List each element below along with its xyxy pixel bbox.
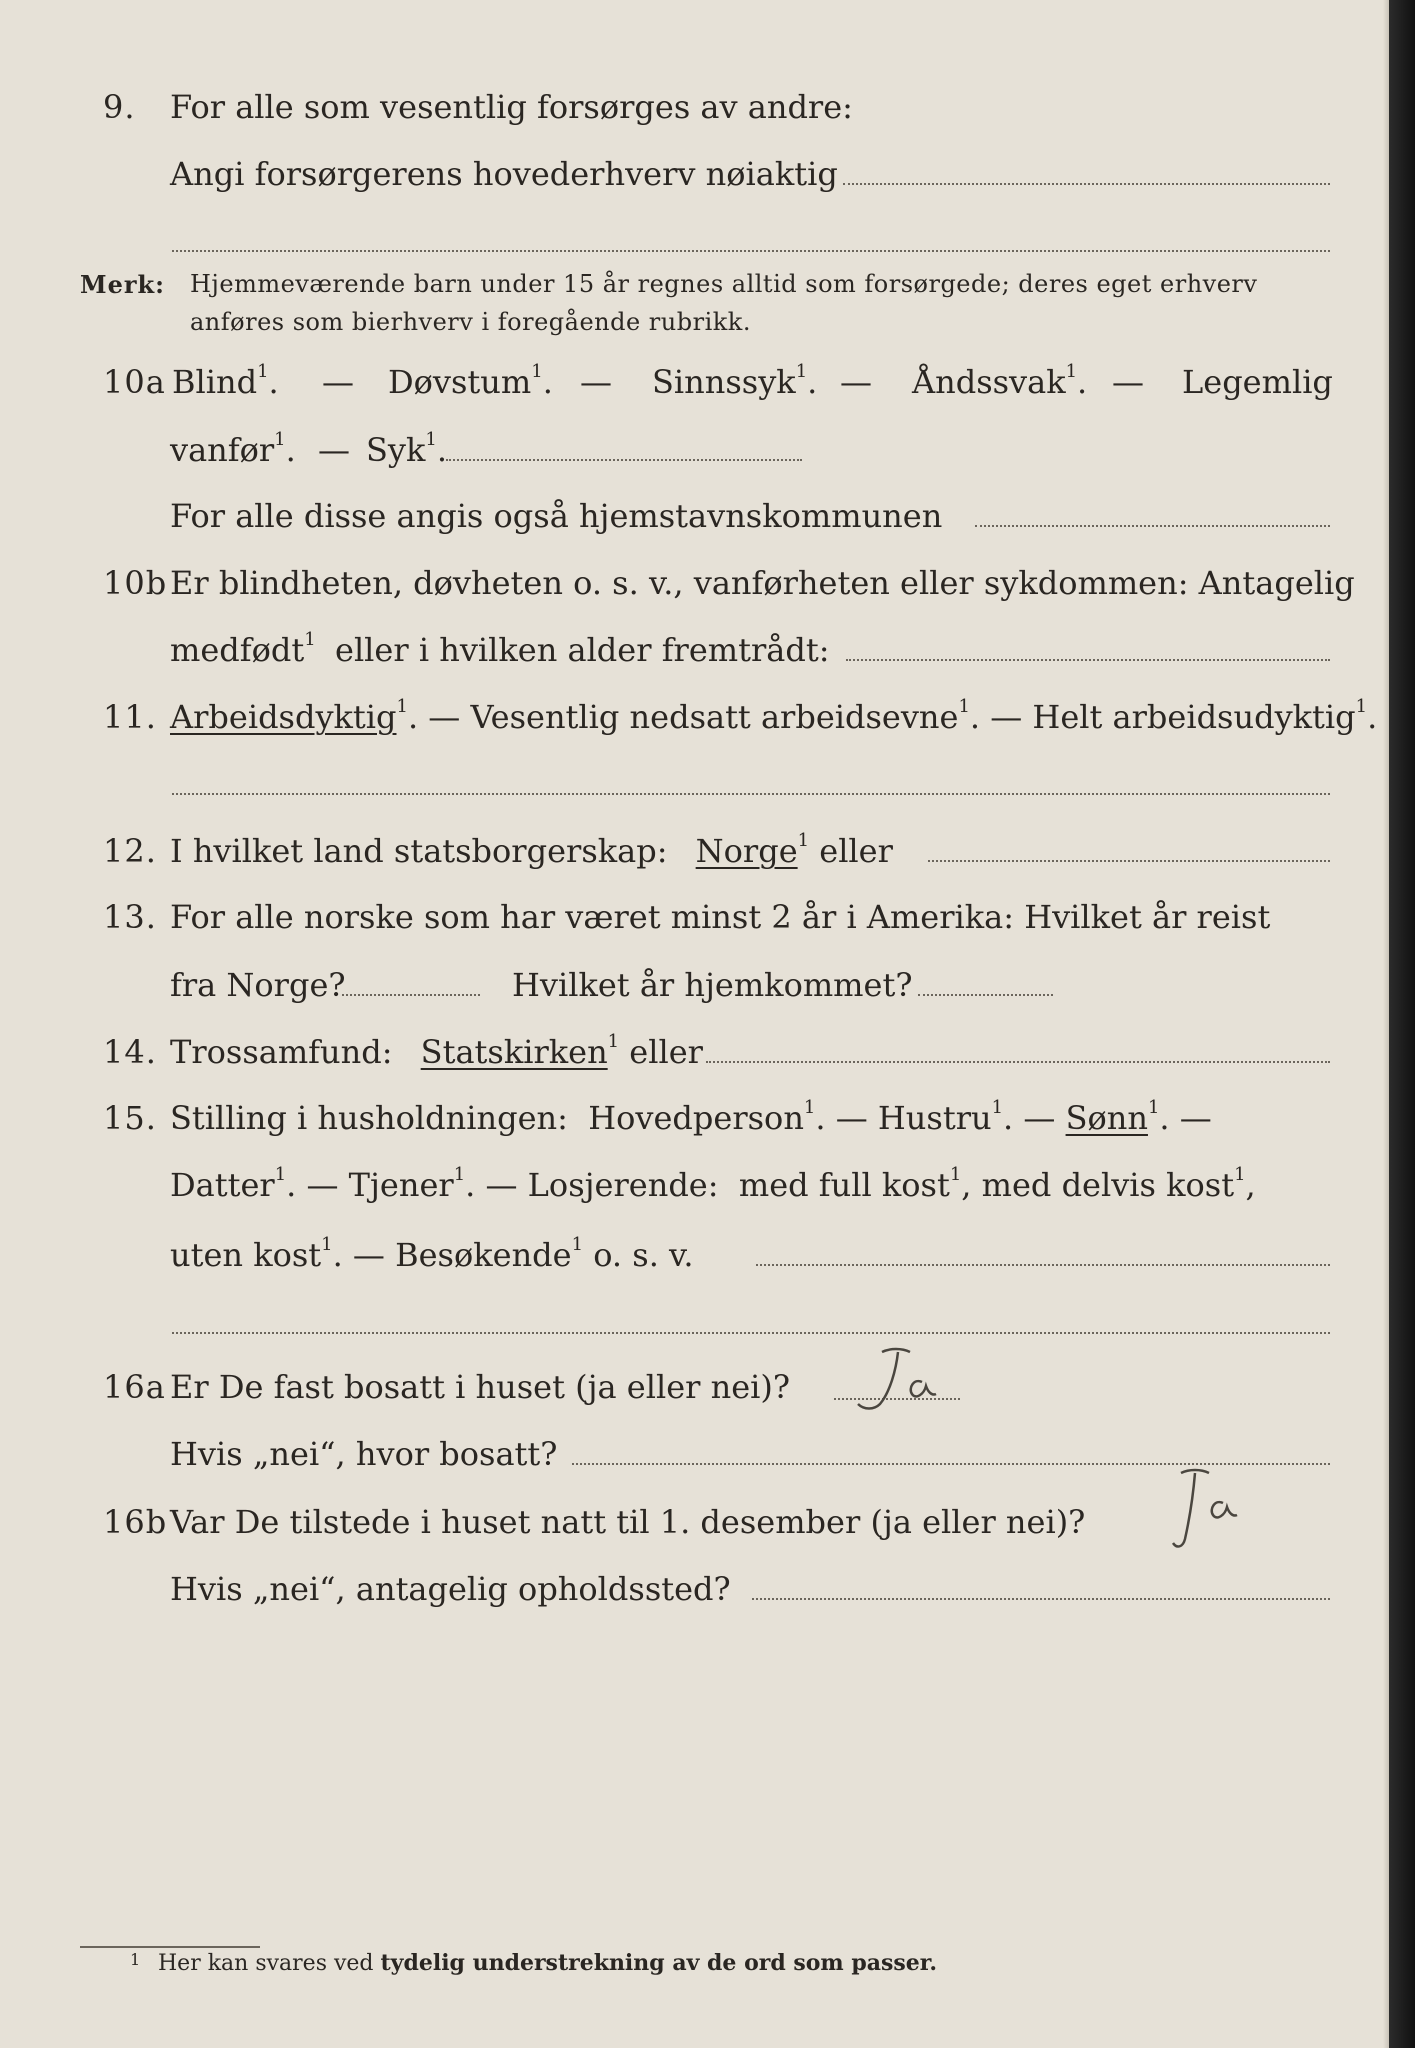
question-number: 16b	[103, 1503, 168, 1541]
question-number: 10b	[103, 564, 168, 602]
answer-line[interactable]	[172, 793, 1330, 795]
question-14: 14. Trossamfund: Statskirken$^1$ eller	[0, 1033, 1340, 1093]
question-13	[0, 898, 1340, 958]
question-number: 10a	[103, 363, 166, 401]
question-number: 14.	[103, 1033, 157, 1071]
answer-line[interactable]	[843, 183, 1330, 185]
question-16b-line2	[0, 1570, 1340, 1630]
merk-note-line2	[0, 308, 1340, 368]
answer-line[interactable]	[752, 1598, 1330, 1600]
question-9-line2	[0, 155, 1340, 215]
answer-line[interactable]	[342, 994, 480, 996]
option-vanfor[interactable]: vanfør	[170, 431, 275, 469]
question-number: 13.	[103, 898, 157, 936]
option-sinnssyk[interactable]: Sinnssyk	[652, 363, 796, 401]
option-datter[interactable]: Datter	[170, 1166, 275, 1204]
option-hustru[interactable]: Hustru	[877, 1099, 992, 1137]
option-vesentlig-nedsatt[interactable]: Vesentlig nedsatt arbeidsevne	[470, 698, 959, 736]
question-16a	[0, 1368, 1340, 1428]
question-16b	[0, 1503, 1340, 1563]
question-text: Var De tilstede i huset natt til 1. desember (ja eller nei)?	[170, 1503, 1086, 1541]
answer-line[interactable]	[975, 525, 1330, 527]
question-number: 11.	[103, 698, 157, 736]
question-11: 11. Arbeidsdyktig$^1$. — Vesentlig nedsatt arbeidsevne$^1$. — Helt arbeidsudyktig$^1$.	[103, 696, 1378, 736]
answer-line[interactable]	[756, 1264, 1330, 1266]
option-andssvak[interactable]: Åndssvak	[912, 363, 1066, 401]
question-text: Hvis „nei“, hvor bosatt?	[170, 1435, 558, 1473]
option-med-delvis-kost[interactable]: med delvis kost	[981, 1166, 1235, 1204]
note-text: Hjemmeværende barn under 15 år regnes alltid som forsørgede; deres eget erhverv	[190, 270, 1258, 298]
answer-line[interactable]	[172, 250, 1330, 252]
answer-line[interactable]	[846, 659, 1330, 661]
question-10b	[0, 564, 1355, 624]
option-dovstum[interactable]: Døvstum	[388, 363, 532, 401]
question-16a-line2	[0, 1435, 1340, 1495]
question-9	[0, 88, 1340, 148]
option-blind[interactable]: Blind	[172, 363, 258, 401]
question-text: For alle disse angis også hjemstavnskommunen	[170, 497, 943, 535]
option-medfodt[interactable]: medfødt	[170, 631, 305, 669]
handwritten-answer	[850, 1344, 950, 1428]
answer-line[interactable]	[928, 860, 1330, 862]
handwritten-answer	[1145, 1463, 1255, 1577]
option-legemlig[interactable]: Legemlig	[1182, 363, 1333, 401]
footnote-text: Her kan svares ved tydelig understrekning av de ord som passer.	[158, 1950, 938, 1976]
note-text: anføres som bierhverv i foregående rubrikk.	[190, 308, 751, 336]
option-arbeidsdyktig[interactable]: Arbeidsdyktig	[170, 698, 397, 736]
option-syk[interactable]: Syk	[366, 431, 426, 469]
option-norge[interactable]: Norge	[695, 832, 798, 870]
question-13-line2	[0, 966, 1340, 1026]
footnote-marker: 1	[130, 1950, 141, 1969]
answer-line[interactable]	[706, 1061, 1330, 1063]
question-15: 15. Stilling i husholdningen: Hovedperson$^1$. — Hustru$^1$. — Sønn$^1$. —	[103, 1097, 1212, 1137]
footnote-rule	[80, 1946, 260, 1948]
option-sonn[interactable]: Sønn	[1065, 1099, 1148, 1137]
question-15-line3: uten kost$^1$. — Besøkende$^1$ o. s. v.	[0, 1236, 1340, 1296]
question-text: For alle norske som har været minst 2 år i Amerika: Hvilket år reist	[170, 898, 1271, 936]
handwritten-ja-drawing	[850, 1344, 950, 1424]
question-10a: 10a Blind$^1$. — Døvstum$^1$. — Sinnssyk$^1$. — Åndssvak$^1$. — Legemlig	[103, 361, 1333, 401]
answer-line[interactable]	[918, 994, 1053, 996]
option-uten-kost[interactable]: uten kost	[170, 1236, 322, 1274]
question-number: 15.	[103, 1099, 157, 1137]
answer-line[interactable]	[172, 1332, 1330, 1334]
note-label: Merk:	[80, 270, 165, 299]
question-10a-line2: vanfør$^1$. — Syk$^1$.	[0, 431, 1340, 491]
question-text: Er De fast bosatt i huset (ja eller nei)?	[170, 1368, 791, 1406]
scan-border	[1389, 0, 1415, 2048]
option-med-full-kost[interactable]: med full kost	[738, 1166, 950, 1204]
question-12: 12. I hvilket land statsborgerskap: Norge$^1$ eller	[0, 832, 1340, 892]
option-statskirken[interactable]: Statskirken	[420, 1033, 608, 1071]
question-15-line2: Datter$^1$. — Tjener$^1$. — Losjerende: med full kost$^1$, med delvis kost$^1$,	[170, 1164, 1256, 1204]
question-text: Angi forsørgerens hovederhverv nøiaktig	[170, 155, 838, 193]
option-hovedperson[interactable]: Hovedperson	[588, 1099, 804, 1137]
question-text: Er blindheten, døvheten o. s. v., vanførheten eller sykdommen: Antagelig	[170, 564, 1355, 602]
option-tjener[interactable]: Tjener	[348, 1166, 454, 1204]
question-text: fra Norge?	[170, 966, 346, 1004]
question-text: For alle som vesentlig forsørges av andre:	[170, 88, 853, 126]
answer-line[interactable]	[446, 459, 802, 461]
option-helt-udyktig[interactable]: Helt arbeidsudyktig	[1032, 698, 1356, 736]
question-number: 9.	[103, 88, 136, 126]
question-text: Hvis „nei“, antagelig opholdssted?	[170, 1570, 731, 1608]
handwritten-ja-drawing	[1145, 1463, 1255, 1573]
question-10b-line2: medfødt$^1$ eller i hvilken alder fremtrådt:	[0, 631, 1340, 691]
question-number: 12.	[103, 832, 157, 870]
question-number: 16a	[103, 1368, 166, 1406]
question-10a-line3	[0, 497, 1340, 557]
question-text: Hvilket år hjemkommet?	[512, 966, 913, 1004]
question-text: eller i hvilken alder fremtrådt:	[335, 631, 830, 669]
option-besokende[interactable]: Besøkende	[395, 1236, 572, 1274]
